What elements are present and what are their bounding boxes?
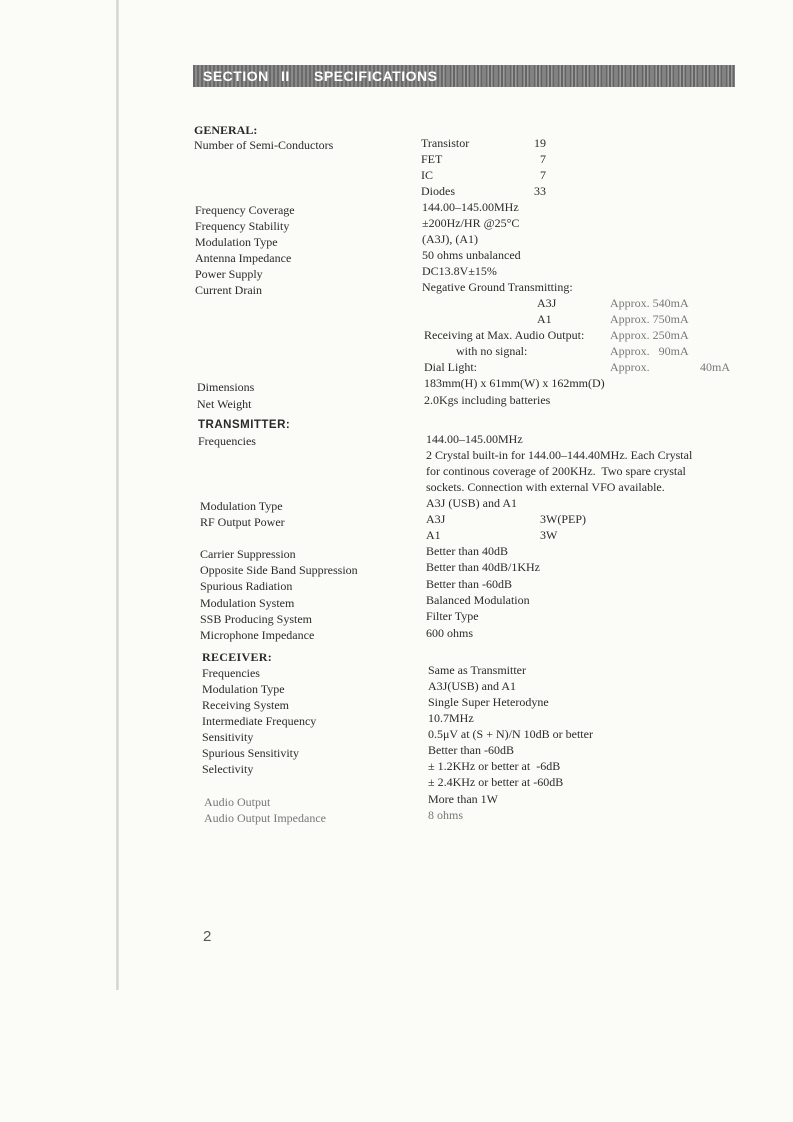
general-heading: GENERAL:: [194, 123, 258, 137]
rx-label-receiving-system: Receiving System: [202, 698, 289, 712]
tx-freq-line: 2 Crystal built-in for 144.00–144.40MHz. Each Crystal: [426, 448, 693, 462]
value-frequency-coverage: 144.00–145.00MHz: [422, 200, 519, 214]
label-frequency-coverage: Frequency Coverage: [195, 203, 295, 217]
rx-value-receiving-system: Single Super Heterodyne: [428, 695, 549, 709]
rx-label-audio-output: Audio Output: [204, 795, 271, 809]
transmitter-heading: TRANSMITTER:: [198, 419, 291, 431]
rx-value-spurious: Better than -60dB: [428, 743, 514, 757]
rx-label-frequencies: Frequencies: [202, 666, 260, 680]
banner-section: SECTION: [203, 68, 269, 84]
tx-power-mode: A3J: [426, 512, 446, 526]
value-power-supply: DC13.8V±15%: [422, 264, 497, 278]
drain-value: Approx. 90mA: [610, 344, 689, 358]
tx-freq-line: for continous coverage of 200KHz. Two spare crystal: [426, 464, 686, 478]
rx-value-sensitivity: 0.5μV at (S + N)/N 10dB or better: [428, 727, 593, 741]
label-frequency-stability: Frequency Stability: [195, 219, 290, 233]
value-modulation-type: (A3J), (A1): [422, 232, 478, 246]
receiver-heading: RECEIVER:: [202, 650, 273, 664]
label-modulation-type: Modulation Type: [195, 235, 278, 249]
tx-value-microphone: 600 ohms: [426, 626, 474, 640]
rx-value-modulation: A3J(USB) and A1: [428, 679, 517, 693]
drain-label: Dial Light:: [424, 360, 477, 374]
semi-count: 19: [534, 136, 546, 150]
semi-name: FET: [421, 152, 443, 166]
page-number: 2: [203, 928, 212, 945]
drain-label: A1: [537, 312, 552, 326]
rx-value-if: 10.7MHz: [428, 711, 474, 725]
section-banner: [193, 65, 735, 87]
rx-value-audio-output: More than 1W: [428, 792, 498, 806]
label-antenna-impedance: Antenna Impedance: [195, 251, 292, 265]
tx-label-modulation-system: Modulation System: [200, 596, 295, 610]
rx-label-spurious-sensitivity: Spurious Sensitivity: [202, 746, 300, 760]
tx-value-spurious: Better than -60dB: [426, 577, 512, 591]
value-antenna-impedance: 50 ohms unbalanced: [422, 248, 521, 262]
rx-value-frequencies: Same as Transmitter: [428, 663, 526, 677]
label-semiconductors: Number of Semi-Conductors: [194, 138, 334, 152]
label-dimensions: Dimensions: [197, 380, 255, 394]
semi-name: IC: [421, 168, 433, 182]
drain-label: A3J: [537, 296, 557, 310]
tx-freq-line: sockets. Connection with external VFO available.: [426, 480, 665, 494]
banner-title: SPECIFICATIONS: [314, 68, 438, 84]
value-dimensions: 183mm(H) x 61mm(W) x 162mm(D): [424, 376, 605, 390]
value-frequency-stability: ±200Hz/HR @25°C: [422, 216, 520, 230]
tx-value-sideband: Better than 40dB/1KHz: [426, 560, 540, 574]
tx-label-ssb-system: SSB Producing System: [200, 612, 313, 626]
label-power-supply: Power Supply: [195, 267, 263, 281]
tx-label-microphone-impedance: Microphone Impedance: [200, 628, 315, 642]
rx-label-audio-impedance: Audio Output Impedance: [204, 811, 326, 825]
tx-value-carrier: Better than 40dB: [426, 544, 508, 558]
semi-count: 7: [540, 152, 546, 166]
rx-value-audio-impedance: 8 ohms: [428, 808, 464, 822]
rx-value-selectivity: ± 2.4KHz or better at -60dB: [428, 775, 564, 789]
rx-label-selectivity: Selectivity: [202, 762, 254, 776]
label-current-drain: Current Drain: [195, 283, 262, 297]
drain-value: 40mA: [700, 360, 730, 374]
drain-value: Approx. 750mA: [610, 312, 689, 326]
binding-edge: [116, 0, 119, 990]
semi-count: 7: [540, 168, 546, 182]
semi-count: 33: [534, 184, 546, 198]
tx-label-carrier-suppression: Carrier Suppression: [200, 547, 296, 561]
tx-label-modulation-type: Modulation Type: [200, 499, 283, 513]
tx-label-sideband-suppression: Opposite Side Band Suppression: [200, 563, 358, 577]
semi-name: Transistor: [421, 136, 470, 150]
banner-numeral: II: [281, 68, 290, 84]
rx-value-selectivity: ± 1.2KHz or better at -6dB: [428, 759, 561, 773]
rx-label-modulation-type: Modulation Type: [202, 682, 285, 696]
rx-label-sensitivity: Sensitivity: [202, 730, 254, 744]
drain-value: Approx. 250mA: [610, 328, 689, 342]
rx-label-intermediate-frequency: Intermediate Frequency: [202, 714, 317, 728]
tx-value-modulation-system: Balanced Modulation: [426, 593, 530, 607]
drain-label: Receiving at Max. Audio Output:: [424, 328, 585, 342]
tx-value-modulation: A3J (USB) and A1: [426, 496, 518, 510]
label-net-weight: Net Weight: [197, 397, 252, 411]
drain-value: Approx. 540mA: [610, 296, 689, 310]
tx-value-ssb: Filter Type: [426, 609, 479, 623]
tx-label-rf-output-power: RF Output Power: [200, 515, 285, 529]
drain-heading: Negative Ground Transmitting:: [422, 280, 573, 294]
tx-power-value: 3W(PEP): [540, 512, 586, 526]
semi-name: Diodes: [421, 184, 455, 198]
tx-freq-line: 144.00–145.00MHz: [426, 432, 523, 446]
tx-power-value: 3W: [540, 528, 558, 542]
tx-label-frequencies: Frequencies: [198, 434, 256, 448]
value-net-weight: 2.0Kgs including batteries: [424, 393, 551, 407]
tx-power-mode: A1: [426, 528, 441, 542]
drain-value: Approx.: [610, 360, 650, 374]
tx-label-spurious-radiation: Spurious Radiation: [200, 579, 293, 593]
drain-label: with no signal:: [456, 344, 528, 358]
